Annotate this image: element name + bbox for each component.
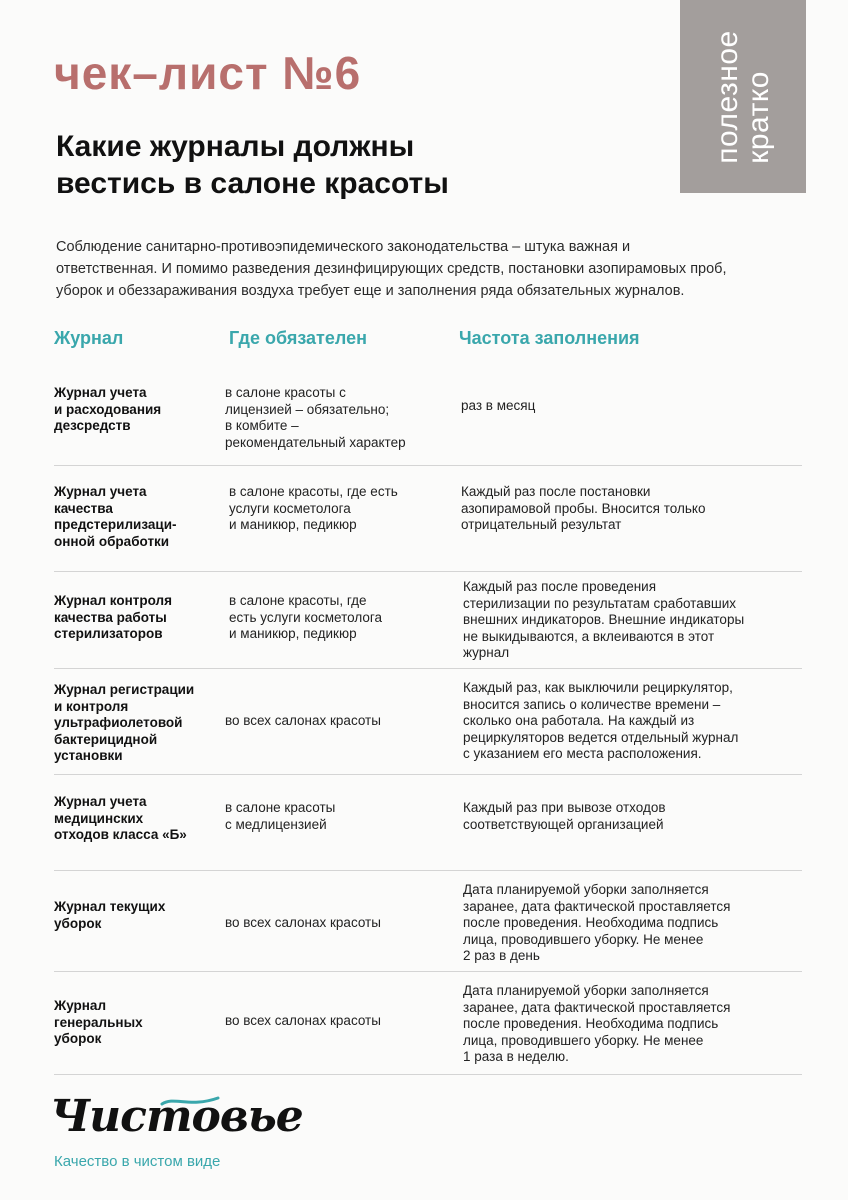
brand-logo: Чистовье [50,1091,303,1142]
row-3-frequency [463,579,744,662]
row-6-frequency-line: лица, проводившего уборку. Не менее [463,931,704,947]
row-4-frequency-line: с указанием его места расположения. [463,746,702,761]
row-1-where-line: в салоне красоты с [225,385,346,400]
row-5-journal-line: Журнал учета [54,794,147,809]
row-4-journal [54,682,219,765]
row-7-frequency-line: Дата планируемой уборки заполняется [463,983,709,998]
row-5-journal [54,794,219,844]
row-6-journal [54,899,219,932]
row-1-frequency [461,398,535,415]
row-6-frequency-line: 2 раз в день [463,948,540,963]
row-2-journal [54,484,219,550]
row-1-journal [54,385,219,435]
row-6-where [225,915,381,932]
row-2-frequency-line: Каждый раз после постановки [461,484,651,499]
row-3-journal-line: Журнал контроля [54,593,172,608]
row-4-where-line: во всех салонах красоты [225,713,381,728]
row-3-frequency-line: не выкидываются, а вклеиваются в этот [463,628,715,644]
row-5-where-line: в салоне красоты [225,800,336,815]
row-divider [54,971,802,972]
row-2-journal-line: онной обработки [54,533,170,549]
column-header-where: Где обязателен [229,328,367,348]
row-4-frequency [463,680,738,763]
page-title [56,128,449,202]
intro-paragraph [56,236,816,302]
row-1-where [225,385,406,451]
row-divider [54,1074,802,1075]
row-2-journal-line: Журнал учета [54,484,147,499]
row-1-frequency-line: раз в месяц [461,398,536,413]
row-4-journal-line: Журнал регистрации [54,682,195,697]
row-4-journal-line: установки [54,748,123,763]
row-1-journal-line: дезсредств [54,418,131,433]
row-3-frequency-line: внешних индикаторов. Внешние индикаторы [463,612,745,627]
row-1-where-line: в комбите – [225,418,299,433]
row-6-frequency-line: Дата планируемой уборки заполняется [463,882,709,897]
row-7-frequency [463,983,730,1066]
row-7-journal-line: генеральных [54,1014,143,1030]
row-6-where-line: во всех салонах красоты [225,915,381,930]
column-header-frequency: Частота заполнения [459,328,640,348]
row-2-where [229,484,398,534]
row-divider [54,465,802,466]
row-6-frequency [463,882,730,965]
row-6-journal-line: уборок [54,915,102,931]
row-7-where-line: во всех салонах красоты [225,1013,381,1028]
intro-line2: ответственная. И помимо разведения дезинфицирующих средств, постановки азопирамовых проб, [56,261,727,277]
row-divider [54,571,802,572]
row-4-journal-line: бактерицидной [54,731,158,747]
row-divider [54,774,802,775]
intro-line1: Соблюдение санитарно-противоэпидемического законодательства – штука важная и [56,239,631,255]
row-2-where-line: и маникюр, педикюр [229,517,357,532]
row-3-journal-line: стерилизаторов [54,626,163,641]
row-2-where-line: в салоне красоты, где есть [229,484,398,499]
row-2-journal-line: предстерилизаци- [54,517,177,532]
row-7-journal [54,998,219,1048]
side-tab-line2: кратко [742,70,775,164]
row-7-where [225,1013,381,1030]
row-3-journal-line: качества работы [54,609,167,625]
row-6-frequency-line: заранее, дата фактической проставляется [463,898,731,914]
page-title-line2: вестись в салоне красоты [56,167,449,200]
row-1-where-line: лицензией – обязательно; [225,401,390,417]
row-4-journal-line: и контроля [54,698,129,714]
row-7-frequency-line: лица, проводившего уборку. Не менее [463,1032,704,1048]
row-3-where-line: в салоне красоты, где [229,593,367,608]
row-divider [54,870,802,871]
row-7-frequency-line: после проведения. Необходима подпись [463,1016,719,1031]
row-3-where [229,593,382,643]
row-2-frequency [461,484,705,534]
row-5-frequency-line: Каждый раз при вывозе отходов [463,800,666,815]
row-3-frequency-line: журнал [463,645,510,660]
side-tab-line1: полезное [711,29,744,164]
row-2-where-line: услуги косметолога [229,500,351,516]
row-1-journal-line: и расходования [54,401,162,417]
row-2-frequency-line: азопирамовой пробы. Вносится только [461,500,706,516]
row-5-frequency-line: соответствующей организацией [463,816,664,832]
row-4-journal-line: ультрафиолетовой [54,715,183,730]
row-3-frequency-line: Каждый раз после проведения [463,579,657,594]
row-7-journal-line: Журнал [54,998,107,1013]
row-5-frequency [463,800,666,833]
brand-tagline: Качество в чистом виде [54,1153,221,1170]
row-5-where-line: с медлицензией [225,816,327,832]
row-4-frequency-line: сколько она работала. На каждый из [463,713,695,728]
row-6-frequency-line: после проведения. Необходима подпись [463,915,719,930]
row-4-frequency-line: Каждый раз, как выключили рециркулятор, [463,680,733,695]
row-7-frequency-line: заранее, дата фактической проставляется [463,999,731,1015]
page-title-line1: Какие журналы должны [56,130,415,163]
row-2-journal-line: качества [54,500,113,516]
row-1-where-line: рекомендательный характер [225,434,406,450]
side-tab-text [712,30,774,164]
row-4-frequency-line: рециркуляторов ведется отдельный журнал [463,729,739,745]
row-3-journal [54,593,219,643]
row-7-journal-line: уборок [54,1031,102,1046]
row-3-where-line: есть услуги косметолога [229,609,382,625]
side-tab [680,0,806,193]
row-5-journal-line: отходов класса «Б» [54,827,187,842]
row-4-where [225,713,381,730]
intro-line3: уборок и обеззараживания воздуха требует еще и заполнения ряда обязательных журналов. [56,283,685,299]
checklist-title: чек–лист №6 [54,47,362,99]
row-3-frequency-line: стерилизации по результатам сработавших [463,595,737,611]
row-1-journal-line: Журнал учета [54,385,147,400]
row-divider [54,668,802,669]
row-6-journal-line: Журнал текущих [54,899,166,914]
column-header-journal: Журнал [54,328,124,348]
row-2-frequency-line: отрицательный результат [461,517,622,532]
row-4-frequency-line: вносится запись о количестве времени – [463,696,721,712]
row-5-journal-line: медицинских [54,810,144,826]
row-3-where-line: и маникюр, педикюр [229,626,357,641]
row-5-where [225,800,335,833]
row-7-frequency-line: 1 раза в неделю. [463,1049,569,1064]
